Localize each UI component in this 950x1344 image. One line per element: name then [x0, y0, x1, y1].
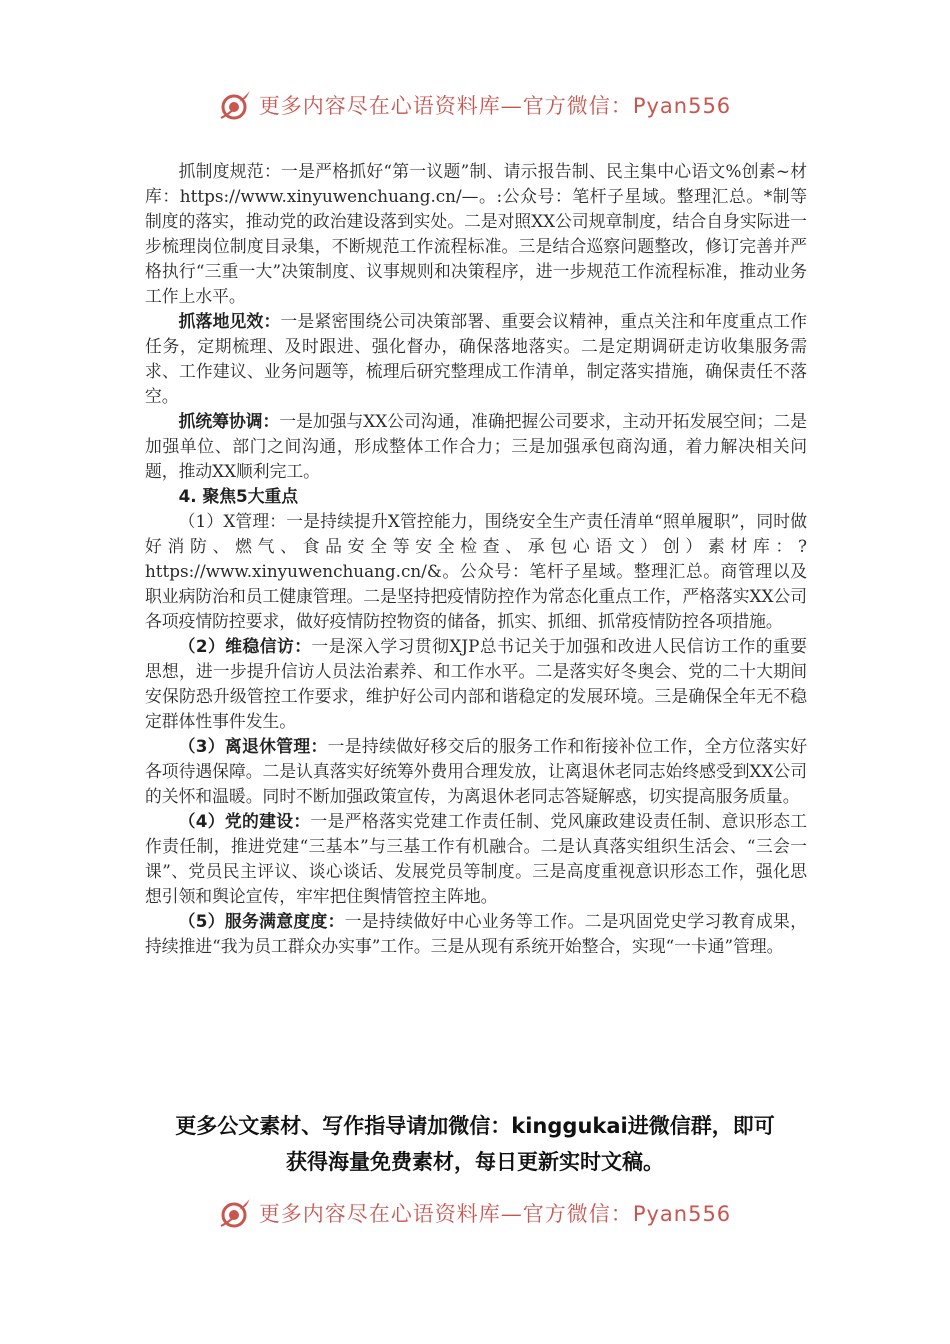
focus-item-lead: （3）离退休管理：: [178, 736, 328, 756]
focus-item-party-building: [145, 809, 807, 909]
focus-item-text: 一是持续做好移交后的服务工作和衔接补位工作，全方位落实好各项待遇保障。二是认真落实好统筹外费用合理发放，让离退休老同志始终感受到XX公司的关怀和温暖。同时不断加强政策宣传，为离退休老同志答疑解惑，切实提高服务质量。: [145, 736, 807, 806]
quill-logo-icon: [219, 1196, 253, 1230]
paragraph-lead: 抓统筹协调：: [178, 411, 280, 431]
header-banner-handle: Pyan556: [632, 94, 732, 118]
paragraph-text: 抓制度规范：一是严格抓好“第一议题”制、请示报告制、民主集中心语文%创素~材库：https://www.xinyuwenchuang.cn/—。:公众号：笔杆子星域。整理汇总。*制等制度的落实，推动党的政治建设落到实处。二是对照XX公司规章制度，结合自身实际进一步梳理岗位制度目录集，不断规范工作流程标准。三是结合巡察问题整改，修订完善并严格执行“三重一大”决策制度、议事规则和决策程序，进一步规范工作流程标准，推动业务工作上水平。: [145, 161, 807, 306]
paragraph-system-standards: [145, 159, 807, 309]
footer-banner-handle: Pyan556: [632, 1202, 732, 1226]
promo-line-2: 获得海量免费素材，每日更新实时文稿。: [286, 1150, 664, 1174]
paragraph-lead: 抓落地见效：: [178, 311, 281, 331]
focus-item-lead: （2）维稳信访：: [178, 636, 312, 656]
paragraph-implementation: [145, 309, 807, 409]
paragraph-coordination: [145, 409, 807, 484]
footer-banner-inner: [219, 1196, 731, 1230]
header-banner-text: [259, 90, 731, 120]
focus-item-retirees: [145, 734, 807, 809]
focus-item-x-management: [145, 509, 807, 634]
header-banner-inner: [219, 88, 731, 122]
section-heading: 4. 聚焦5大重点: [178, 486, 299, 506]
focus-item-text: 一是严格落实党建工作责任制、党风廉政建设责任制、意识形态工作责任制，推进党建“三基本”与三基工作有机融合。二是认真落实组织生活会、“三会一课”、党员民主评议、谈心谈话、发展党员等制度。三是高度重视意识形态工作，强化思想引领和舆论宣传，牢牢把住舆情管控主阵地。: [145, 811, 807, 906]
footer-banner-label: 更多内容尽在心语资料库—官方微信：: [258, 1202, 633, 1226]
footer-banner: [0, 1188, 950, 1238]
focus-item-satisfaction: [145, 909, 807, 959]
focus-item-stability: [145, 634, 807, 734]
promo-line-1: 更多公文素材、写作指导请加微信：kinggukai进微信群，即可: [175, 1114, 775, 1138]
focus-item-text: 一是深入学习贯彻XJP总书记关于加强和改进人民信访工作的重要思想，进一步提升信访人员法治素养、和工作水平。二是落实好冬奥会、党的二十大期间安保防恐升级管控工作要求，维护好公司内部和谐稳定的发展环境。三是确保全年无不稳定群体性事件发生。: [145, 636, 808, 731]
focus-item-lead: （5）服务满意度度：: [178, 911, 345, 931]
focus-item-text: 一是持续做好中心业务等工作。二是巩固党史学习教育成果，持续推进“我为员工群众办实事”工作。三是从现有系统开始整合，实现“一卡通”管理。: [145, 911, 807, 956]
paragraph-text: 一是加强与XX公司沟通，准确把握公司要求，主动开拓发展空间；二是加强单位、部门之间沟通，形成整体工作合力；三是加强承包商沟通，着力解决相关问题，推动XX顺利完工。: [145, 411, 807, 481]
focus-item-lead: （1）X管理：: [178, 511, 287, 531]
quill-logo-icon: [219, 88, 253, 122]
focus-item-text: 一是持续提升X管控能力，围绕安全生产责任清单“照单履职”，同时做好消防、燃气、食品安全等安全检查、承包心语文）创）素材库：?https://www.xinyuwenchuang.cn/&。公众号：笔杆子星域。整理汇总。商管理以及职业病防治和员工健康管理。二是坚持把疫情防控作为常态化重点工作，严格落实XX公司各项疫情防控要求，做好疫情防控物资的储备，抓实、抓细、抓常疫情防控各项措施。: [145, 511, 807, 631]
paragraph-text: 一是紧密围绕公司决策部署、重要会议精神，重点关注和年度重点工作任务，定期梳理、及时跟进、强化督办，确保落地落实。二是定期调研走访收集服务需求、工作建议、业务问题等，梳理后研究整理成工作清单，制定落实措施，确保责任不落空。: [145, 311, 807, 406]
footer-banner-text: [259, 1198, 731, 1228]
promo-block: [120, 1108, 830, 1180]
header-banner-label: 更多内容尽在心语资料库—官方微信：: [258, 94, 633, 118]
document-body: [145, 159, 807, 959]
focus-item-lead: （4）党的建设：: [178, 811, 311, 831]
header-banner: [0, 80, 950, 130]
